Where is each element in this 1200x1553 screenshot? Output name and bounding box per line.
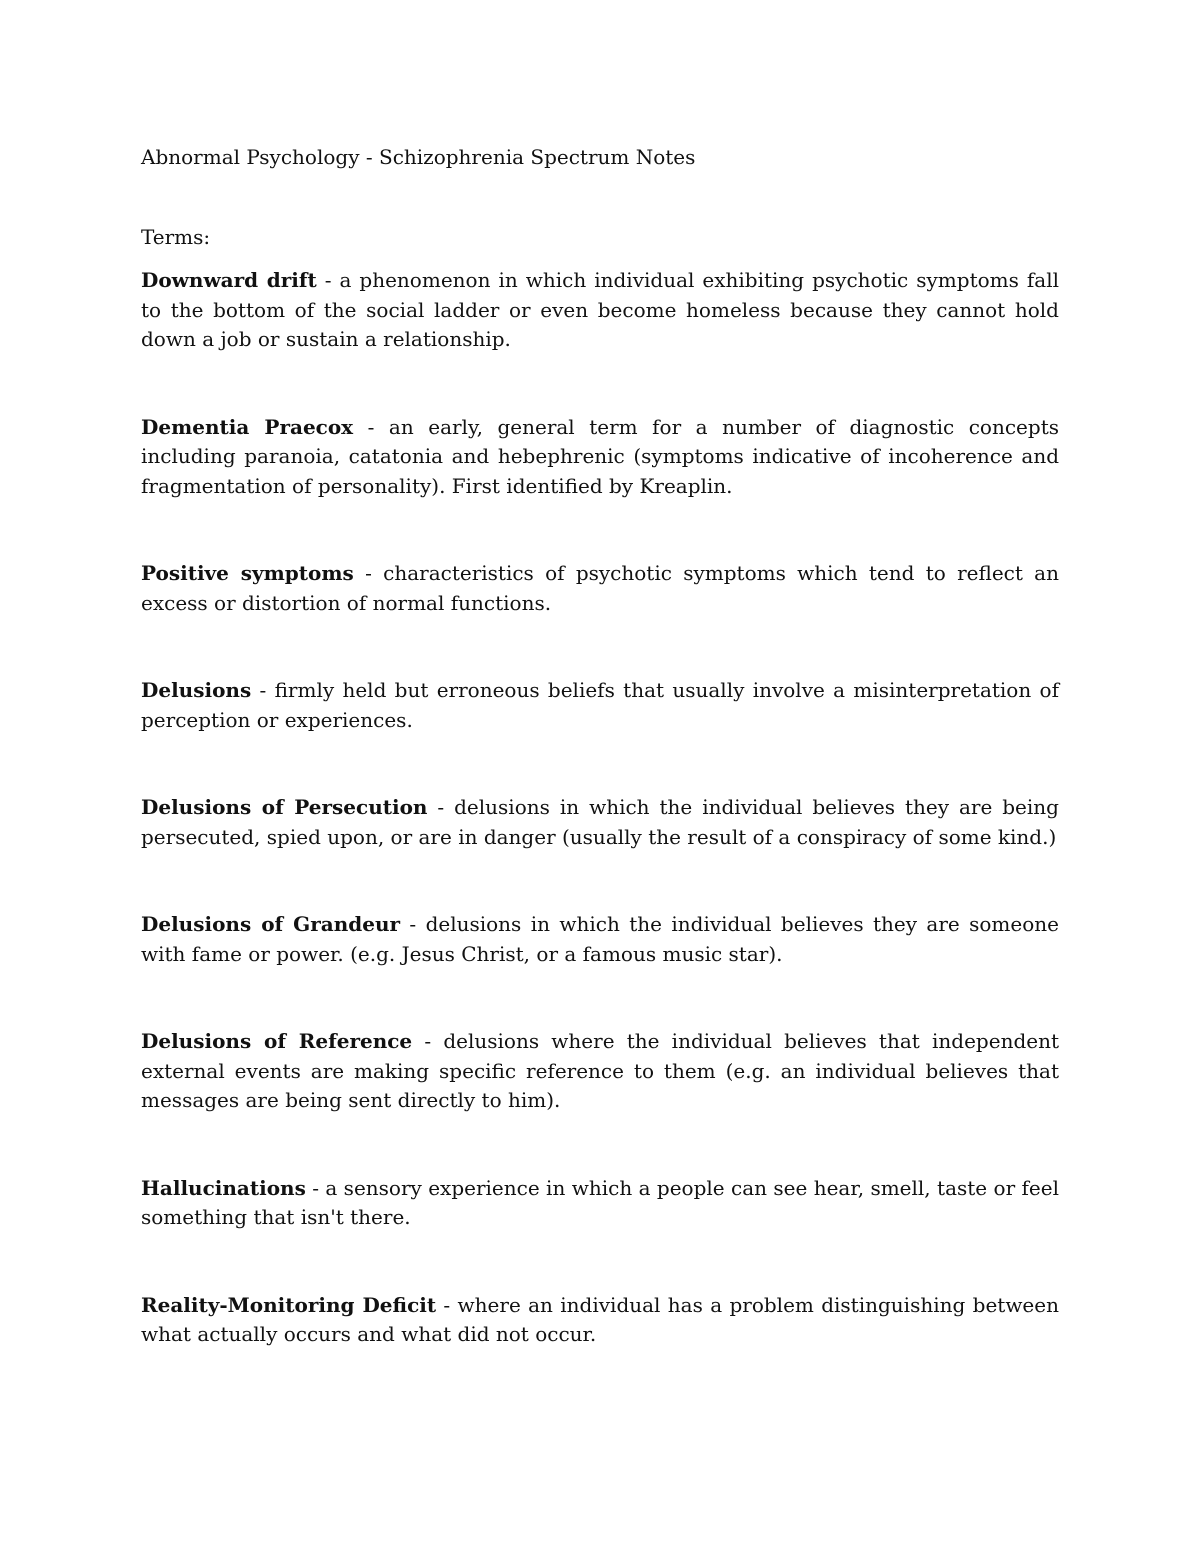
term-entry: [141, 910, 1059, 969]
term-entry: [141, 1027, 1059, 1116]
term-entry: [141, 1291, 1059, 1350]
document-body: [141, 142, 1059, 1350]
term-name: Hallucinations: [141, 1175, 306, 1200]
term-separator: -: [353, 414, 389, 439]
term-name: Delusions of Reference: [141, 1029, 413, 1053]
term-definition: where an individual has a problem distinguishing between what actually occurs and what did not occur.: [141, 1292, 1059, 1346]
term-name: Positive symptoms: [141, 561, 354, 585]
term-entry: [141, 266, 1059, 355]
term-list: [141, 266, 1059, 1350]
term-definition: a phenomenon in which individual exhibiting psychotic symptoms fall to the bottom of the social ladder or even become homeless because they cannot hold down a job or sustain a relationship.: [141, 268, 1059, 351]
term-definition: characteristics of psychotic symptoms which tend to reflect an excess or distortion of normal functions.: [141, 561, 1059, 615]
term-separator: -: [316, 268, 340, 292]
term-name: Reality-Monitoring Deficit: [141, 1292, 437, 1317]
term-name: Delusions of Grandeur: [141, 912, 401, 936]
term-separator: -: [427, 795, 455, 819]
section-label-terms: Terms:: [141, 225, 211, 249]
term-definition: a sensory experience in which a people can see hear, smell, taste or feel something that isn't there.: [141, 1175, 1059, 1229]
term-entry: [141, 413, 1059, 502]
term-definition: delusions in which the individual believes they are being persecuted, spied upon, or are in danger (usually the result of a conspiracy of some kind.): [141, 795, 1059, 849]
term-entry: [141, 559, 1059, 618]
term-entry: [141, 1174, 1059, 1233]
term-entry: [141, 676, 1059, 735]
term-name: Downward drift: [141, 268, 317, 292]
term-definition: delusions where the individual believes that independent external events are making specific reference to them (e.g. an individual believes that messages are being sent directly to him).: [141, 1029, 1060, 1112]
term-definition: firmly held but erroneous beliefs that usually involve a misinterpretation of perception or experiences.: [141, 678, 1059, 732]
term-separator: -: [400, 912, 426, 936]
term-definition: delusions in which the individual believes they are someone with fame or power. (e.g. Jesus Christ, or a famous music star).: [141, 912, 1059, 966]
term-separator: -: [251, 678, 275, 702]
term-separator: -: [305, 1175, 326, 1200]
term-entry: [141, 793, 1059, 852]
term-name: Delusions of Persecution: [141, 795, 428, 819]
term-separator: -: [436, 1292, 458, 1317]
document-title: Abnormal Psychology - Schizophrenia Spectrum Notes: [141, 145, 696, 169]
term-name: Dementia Praecox: [141, 414, 354, 439]
term-separator: -: [353, 561, 384, 585]
term-definition: an early, general term for a number of diagnostic concepts including paranoia, catatonia and hebephrenic (symptoms indicative of incoherence and fragmentation of personality). First identified by Kreaplin.: [141, 414, 1059, 498]
term-separator: -: [412, 1029, 444, 1053]
term-name: Delusions: [141, 678, 252, 702]
